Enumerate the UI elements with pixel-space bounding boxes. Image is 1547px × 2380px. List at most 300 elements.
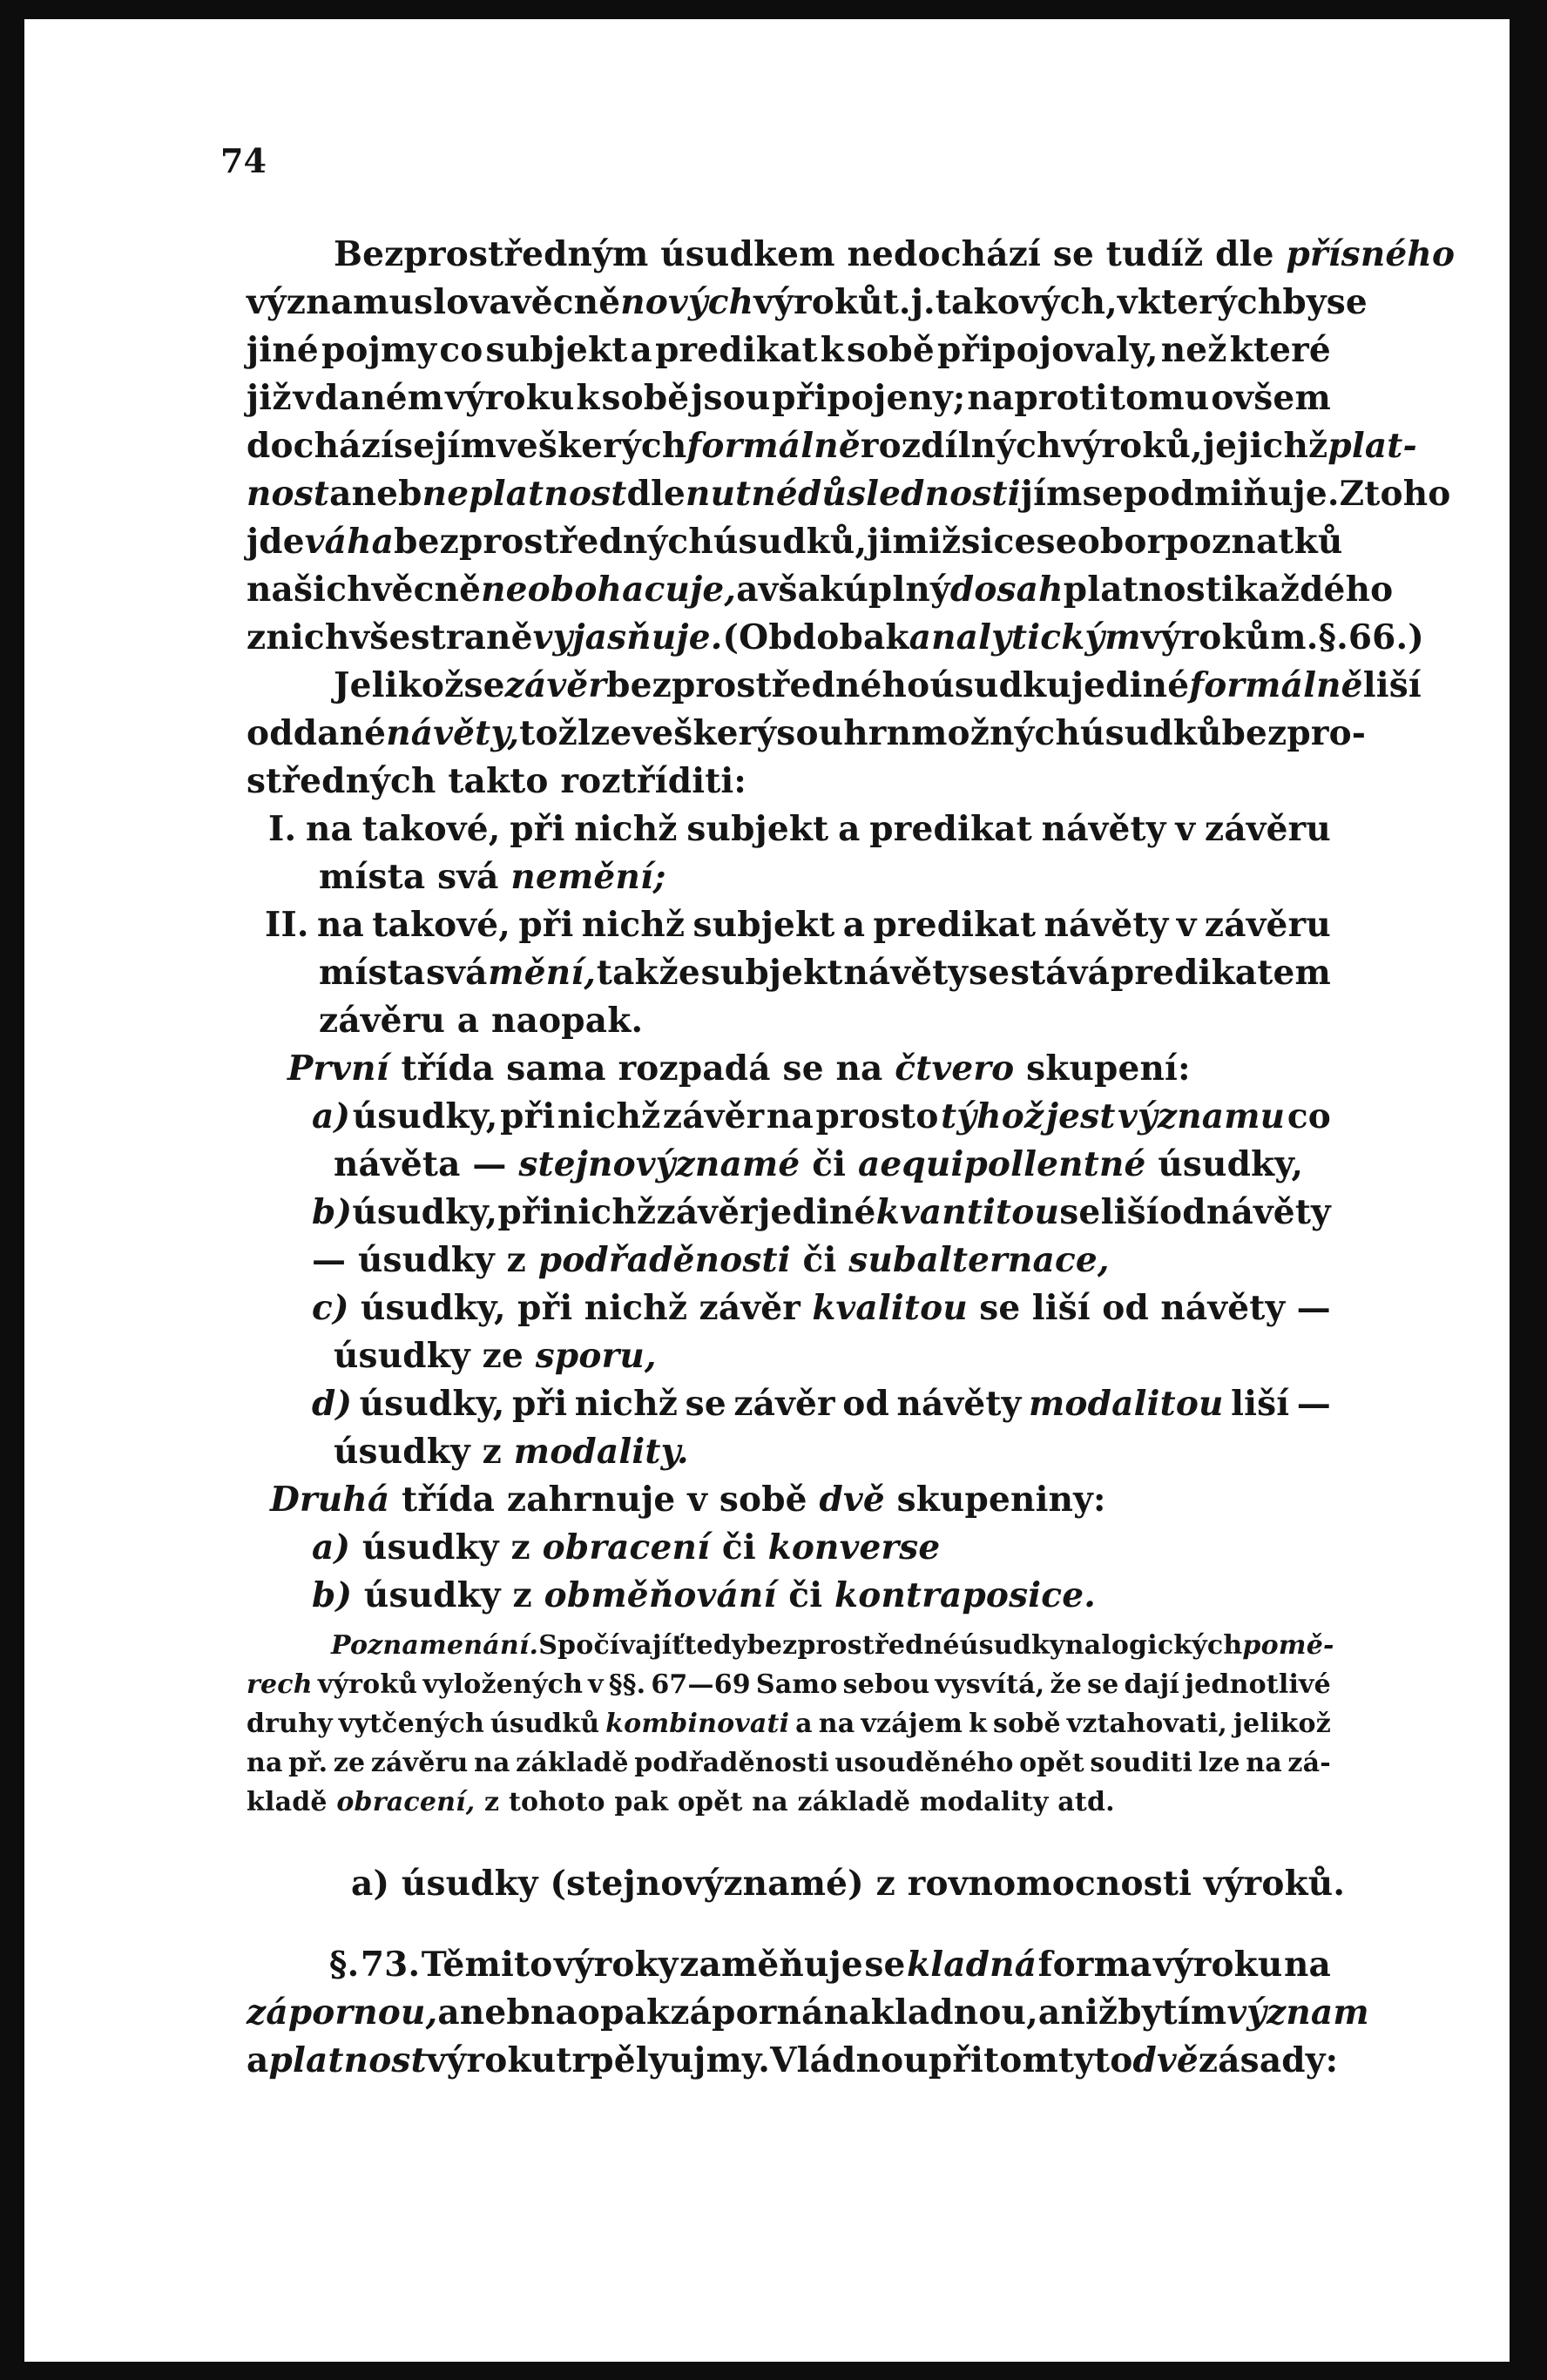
word: zá- <box>1287 1748 1331 1778</box>
word: při <box>510 809 565 849</box>
word: svá <box>437 857 499 897</box>
word: úsudků, <box>713 522 868 562</box>
word: třída <box>401 1048 495 1089</box>
word: závěru <box>370 1748 469 1778</box>
word: lze <box>1198 1748 1240 1778</box>
word: či <box>721 1527 756 1568</box>
word: kontraposice. <box>834 1575 1097 1615</box>
word: na <box>305 809 353 849</box>
word: že <box>1050 1669 1083 1700</box>
word: tyto <box>1057 2040 1133 2080</box>
text-line <box>287 1048 1191 1089</box>
word: připojeny; <box>772 378 966 418</box>
word: zápornou, <box>247 1992 438 2033</box>
word: — <box>1296 1384 1331 1424</box>
word: nichž <box>574 1384 679 1424</box>
word: by <box>1118 1992 1162 2033</box>
word: d) <box>312 1384 353 1424</box>
word: že <box>659 953 700 993</box>
word: dají <box>1124 1669 1179 1700</box>
word: v <box>588 1669 604 1700</box>
page-number: 74 <box>220 141 267 180</box>
word: při <box>517 1288 573 1328</box>
word: se <box>1059 1192 1101 1232</box>
word: formálně <box>686 426 861 466</box>
word: výroků, <box>1061 426 1203 466</box>
word: na <box>823 1992 871 2033</box>
word: stává <box>1010 953 1111 993</box>
word: ujmy. <box>668 2040 771 2080</box>
word: návěty <box>896 1384 1022 1424</box>
word: úsudků <box>1080 713 1222 753</box>
word: forma <box>1037 1945 1152 1985</box>
word: Druhá <box>270 1480 390 1520</box>
word: kvantitou <box>875 1192 1060 1232</box>
word: dochází <box>247 426 395 466</box>
word: ovšem <box>1211 378 1331 418</box>
word: výroků <box>317 1669 418 1700</box>
word: sobě <box>601 378 690 418</box>
word: se <box>1052 234 1094 274</box>
word: než <box>1160 330 1227 370</box>
word: či <box>788 1575 823 1615</box>
word: souditi <box>1090 1748 1193 1778</box>
word: aneb <box>437 1992 530 2033</box>
word: nichž <box>557 1096 661 1136</box>
word: závěru <box>1204 905 1331 945</box>
group-item-b <box>312 1192 1331 1232</box>
word: co <box>439 330 483 370</box>
word: k <box>885 617 909 657</box>
word: subjekt <box>686 809 829 849</box>
text-line <box>247 617 1424 657</box>
word: při <box>512 1384 568 1424</box>
text-line <box>270 1480 1106 1520</box>
word: základě <box>516 1748 629 1778</box>
word: a <box>842 905 866 945</box>
word: analytickým <box>909 617 1141 657</box>
word: výroků <box>753 282 883 322</box>
word: Těmito <box>421 1945 553 1985</box>
word: liší <box>1362 665 1422 705</box>
word: veškerých <box>497 426 687 466</box>
word: Bezprostředným <box>334 234 649 274</box>
class-item-II <box>265 905 1331 945</box>
word: tomu <box>1109 378 1210 418</box>
word: důslednosti <box>797 474 1021 514</box>
group-item-a-cont <box>334 1144 1303 1184</box>
word: jiné <box>247 330 319 370</box>
word: při <box>500 1096 556 1136</box>
word: úsudkem <box>660 234 835 274</box>
word: možných <box>911 713 1081 753</box>
class-item-I <box>268 809 1331 849</box>
text-line <box>247 1992 1369 2033</box>
word: úsudky, <box>360 1288 506 1328</box>
word: neobohacuje, <box>481 570 737 610</box>
word: v <box>293 378 314 418</box>
word: na <box>1246 1748 1282 1778</box>
word: jediné <box>758 1192 876 1232</box>
word: na <box>247 1748 283 1778</box>
word: naopak. <box>491 1001 644 1041</box>
word: a <box>247 2040 269 2080</box>
word: výroku <box>1153 1945 1283 1985</box>
group-item-c <box>312 1288 1331 1328</box>
word: atd. <box>1057 1787 1115 1817</box>
word: predikat <box>873 905 1037 945</box>
word: ze <box>482 1336 524 1376</box>
word: závěr <box>656 1192 758 1232</box>
word: roztříditi: <box>560 761 747 801</box>
word: návěty <box>1160 1288 1286 1328</box>
word: k <box>969 1709 988 1739</box>
word: se <box>394 426 436 466</box>
word: jsou <box>691 378 771 418</box>
word: se <box>1326 282 1368 322</box>
word: prosto <box>815 1096 939 1136</box>
word: podřaděnosti <box>634 1748 829 1778</box>
word: Spočívajíť <box>538 1630 685 1661</box>
word: První <box>287 1048 389 1089</box>
word: k <box>576 378 600 418</box>
word: konverse <box>767 1527 941 1568</box>
word: §§. <box>608 1669 646 1700</box>
word: skupeniny: <box>896 1480 1106 1520</box>
group-item-a <box>312 1527 940 1568</box>
word: nemění; <box>510 857 666 897</box>
text-line <box>247 2040 1339 2080</box>
word: sice <box>961 522 1037 562</box>
word: modality <box>919 1787 1049 1817</box>
word: úsudky, <box>359 1384 505 1424</box>
word: bezprostředné <box>746 1630 960 1661</box>
word: na <box>818 1709 855 1739</box>
word: v <box>1176 905 1197 945</box>
word: jím <box>435 426 497 466</box>
word: návěty, <box>386 713 520 753</box>
word: c) <box>312 1288 349 1328</box>
word: rozdílných <box>860 426 1062 466</box>
word: od <box>247 713 294 753</box>
note-line <box>247 1709 1331 1739</box>
section-heading: a) úsudky (stejnovýznamé) z rovnomocnosti výroků. <box>351 1864 1346 1904</box>
word: návěta <box>334 1144 461 1184</box>
word: podmiňuje. <box>1123 474 1340 514</box>
word: se <box>969 953 1010 993</box>
word: vytčených <box>338 1709 484 1739</box>
word: nichž <box>552 1192 657 1232</box>
word: slova <box>414 282 511 322</box>
word: věcně <box>510 282 621 322</box>
text-line <box>247 570 1394 610</box>
word: vysvítá, <box>935 1669 1045 1700</box>
word: úsudky <box>959 1630 1065 1661</box>
word: Jelikož <box>334 665 464 705</box>
word: úsudky, <box>352 1096 498 1136</box>
word: obracení, <box>336 1787 476 1817</box>
word: predikatem <box>1110 953 1331 993</box>
word: významu <box>247 282 415 322</box>
word: nichž <box>574 809 678 849</box>
word: daném <box>314 378 444 418</box>
word: a <box>838 809 861 849</box>
word: a <box>456 1001 480 1041</box>
word: vzájem <box>861 1709 963 1739</box>
text-line <box>247 426 1417 466</box>
text-line <box>247 378 1331 418</box>
word: — <box>472 1144 507 1184</box>
word: logických <box>1101 1630 1243 1661</box>
word: nost <box>247 474 330 514</box>
word: jediné <box>1071 665 1190 705</box>
word: trpěly <box>556 2040 669 2080</box>
word: již <box>247 378 292 418</box>
word: na <box>530 1992 578 2033</box>
word: jím <box>1020 474 1083 514</box>
word: návěty <box>1206 1192 1331 1232</box>
word: obor <box>1077 522 1165 562</box>
word: nedochází <box>847 234 1042 274</box>
word: úsudků <box>490 1709 600 1739</box>
word: druhy <box>247 1709 333 1739</box>
word: t. <box>882 282 911 322</box>
word: závěr <box>662 1096 765 1136</box>
word: na <box>1283 1945 1331 1985</box>
word: I. <box>268 809 297 849</box>
word: zásady: <box>1198 2040 1339 2080</box>
word: bezprostředných <box>394 522 713 562</box>
class-item-II-cont <box>319 1001 643 1041</box>
word: čtvero <box>895 1048 1015 1089</box>
word: na <box>474 1748 510 1778</box>
class-item-I-cont <box>319 857 666 897</box>
word: takové, <box>361 809 501 849</box>
word: které <box>1229 330 1331 370</box>
word: kvalitou <box>812 1288 968 1328</box>
word: vyložených <box>422 1669 584 1700</box>
word: liší <box>1031 1288 1091 1328</box>
word: od <box>1102 1288 1149 1328</box>
word: úsudky, <box>352 1192 498 1232</box>
word: se <box>685 1384 726 1424</box>
word: třída <box>402 1480 496 1520</box>
word: úsudky <box>361 1527 499 1568</box>
text-line <box>329 1945 1331 1985</box>
text-line <box>247 713 1367 753</box>
word: úsudku <box>929 665 1071 705</box>
word: nichž <box>584 1288 688 1328</box>
word: predikat <box>869 809 1032 849</box>
word: (Obdoba <box>722 617 886 657</box>
word: jejichž <box>1202 426 1328 466</box>
word: př. <box>288 1748 328 1778</box>
word: připojovaly, <box>936 330 1159 370</box>
word: sama <box>506 1048 606 1089</box>
word: na <box>316 905 364 945</box>
word: co <box>1287 1096 1331 1136</box>
word: zaměňuje <box>679 1945 863 1985</box>
word: na <box>766 1096 814 1136</box>
word: liší <box>1231 1384 1290 1424</box>
class-item-II-cont <box>319 953 1331 993</box>
word: místa <box>319 857 426 897</box>
word: na <box>1064 1630 1102 1661</box>
word: kombinovati <box>605 1709 790 1739</box>
word: stejnovýznamé <box>518 1144 801 1184</box>
word: Samo <box>755 1669 838 1700</box>
word: aniž <box>1037 1992 1118 2033</box>
word: poznatků <box>1165 522 1343 562</box>
word: jest <box>1045 1096 1116 1136</box>
word: sobě <box>719 1480 807 1520</box>
word: Z <box>1339 474 1365 514</box>
text-line <box>247 282 1368 322</box>
word: dle <box>1215 234 1274 274</box>
word: pomě- <box>1242 1630 1334 1661</box>
word: §. <box>1318 617 1348 657</box>
word: modality. <box>513 1432 689 1472</box>
word: nichž <box>581 905 686 945</box>
word: z <box>512 1575 532 1615</box>
word: z <box>482 1432 502 1472</box>
word: záporná <box>670 1992 824 2033</box>
word: rech <box>247 1669 313 1700</box>
word: aneb <box>329 474 422 514</box>
text-line <box>247 761 746 801</box>
word: k <box>820 330 844 370</box>
word: jimiž <box>867 522 962 562</box>
text-line <box>247 330 1331 370</box>
word: v <box>687 1480 708 1520</box>
word: Vládnou <box>770 2040 929 2080</box>
text-line <box>247 474 1451 514</box>
word: bezpro- <box>1221 713 1367 753</box>
note-line <box>331 1630 1334 1661</box>
word: 67—69 <box>651 1669 751 1700</box>
word: návěty <box>1044 905 1169 945</box>
word: veškerý <box>632 713 777 753</box>
word: či <box>812 1144 847 1184</box>
group-item-c-cont <box>334 1336 657 1376</box>
word: liší <box>1100 1192 1159 1232</box>
word: 66.) <box>1348 617 1424 657</box>
word: závěr <box>699 1288 801 1328</box>
word: souhrn <box>776 713 912 753</box>
word: pojmy <box>321 330 437 370</box>
word: všestraně <box>349 617 533 657</box>
word: subjekt <box>692 905 835 945</box>
word: sporu, <box>535 1336 657 1376</box>
book-page <box>24 19 1510 2362</box>
word: význam <box>1226 1992 1369 2033</box>
word: jelikož <box>1233 1709 1331 1739</box>
word: věcně <box>371 570 482 610</box>
group-item-d-cont <box>334 1432 689 1472</box>
word: středných <box>247 761 436 801</box>
text-line <box>334 665 1422 705</box>
word: se <box>1036 522 1077 562</box>
word: při <box>928 2040 984 2080</box>
word: výroku <box>426 2040 557 2080</box>
word: výroky <box>553 1945 679 1985</box>
word: subjekt <box>700 953 843 993</box>
word: úplný <box>843 570 950 610</box>
word: se <box>864 1945 906 1985</box>
word: rozpadá <box>618 1048 771 1089</box>
word: bezprostředného <box>606 665 930 705</box>
word: přísného <box>1286 234 1456 274</box>
word: tak <box>596 953 659 993</box>
word: tohoto <box>508 1787 605 1817</box>
word: subjekt <box>485 330 628 370</box>
word: pak <box>614 1787 669 1817</box>
word: zahrnuje <box>506 1480 676 1520</box>
word: §. <box>329 1945 360 1985</box>
word: plat- <box>1327 426 1417 466</box>
word: týhož <box>941 1096 1044 1136</box>
word: a) <box>312 1527 351 1568</box>
word: opět <box>677 1787 743 1817</box>
word: — <box>1296 1288 1331 1328</box>
word: mění, <box>488 953 597 993</box>
word: místa <box>319 953 426 993</box>
word: z <box>247 617 267 657</box>
word: kladě <box>247 1787 328 1817</box>
word: sobě <box>993 1709 1061 1739</box>
group-item-b <box>312 1575 1096 1615</box>
word: naproti <box>967 378 1109 418</box>
word: kladnou, <box>870 1992 1038 2033</box>
word: dle <box>626 474 686 514</box>
word: se <box>463 665 505 705</box>
word: tudíž <box>1105 234 1204 274</box>
word: dosah <box>949 570 1064 610</box>
word: modalitou <box>1028 1384 1224 1424</box>
word: aequipollentné <box>857 1144 1146 1184</box>
word: našich <box>247 570 372 610</box>
word: dvě <box>1132 2040 1199 2080</box>
word: úsudky, <box>1158 1144 1304 1184</box>
word: by <box>1282 282 1327 322</box>
text-line <box>334 234 1455 274</box>
group-item-a <box>312 1096 1331 1136</box>
word: na <box>835 1048 883 1089</box>
word: a <box>795 1709 813 1739</box>
word: tom <box>983 2040 1058 2080</box>
word: z <box>484 1787 500 1817</box>
word: v <box>1175 809 1196 849</box>
word: úsudky <box>357 1240 495 1280</box>
word: platnosti <box>1063 570 1235 610</box>
word: se <box>782 1048 824 1089</box>
word: usouděného <box>834 1748 1014 1778</box>
word: ze <box>333 1748 366 1778</box>
note-line <box>247 1748 1331 1778</box>
word: takových, <box>935 282 1118 322</box>
word: váha <box>304 522 395 562</box>
word: b) <box>312 1575 353 1615</box>
word: — <box>312 1240 347 1280</box>
word: vyjasňuje. <box>532 617 723 657</box>
word: při <box>497 1192 553 1232</box>
word: nových <box>620 282 754 322</box>
word: kladná <box>906 1945 1037 1985</box>
word: predikat <box>655 330 818 370</box>
word: sobě <box>847 330 935 370</box>
word: jde <box>247 522 305 562</box>
word: takto <box>448 761 549 801</box>
